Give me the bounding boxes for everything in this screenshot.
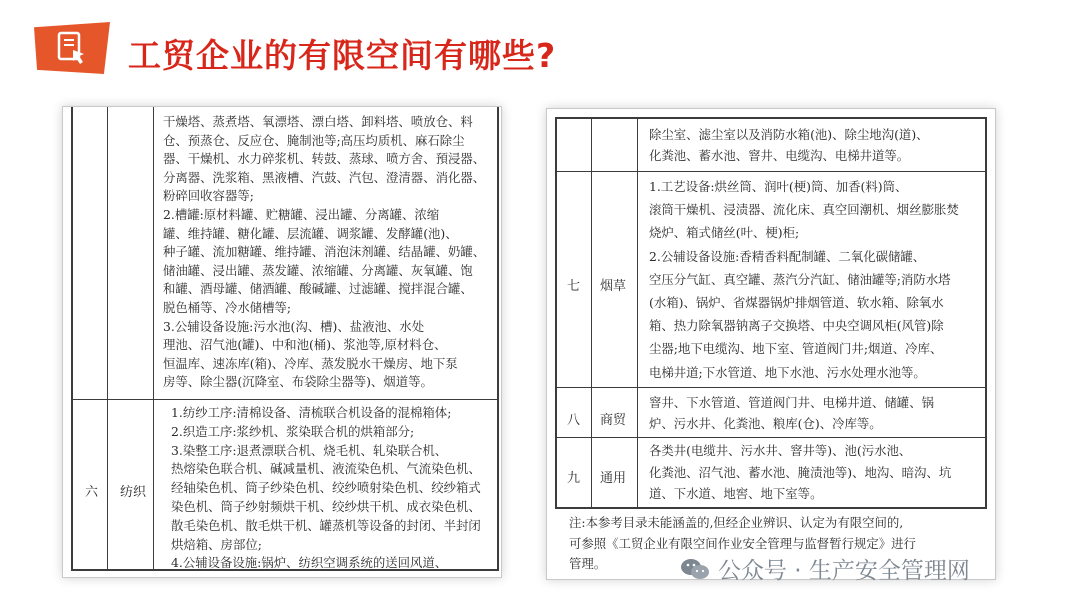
text-line: 滚筒干燥机、浸渍器、流化床、真空回潮机、烟丝膨胀焚 xyxy=(649,202,959,218)
text-line: 道、下水道、地窖、地下室等。 xyxy=(649,486,823,501)
text-line: 管理。 xyxy=(569,556,607,571)
text-line: 粉碎回收容器等; xyxy=(163,188,254,204)
left-scan-page xyxy=(62,106,502,578)
text-line: 窨井、下水管道、管道阀门井、电梯井道、储罐、锅 xyxy=(649,395,934,410)
text-line: 2.槽罐:原材料罐、贮糖罐、浸出罐、分离罐、浓缩 xyxy=(163,207,440,222)
row-industry: 商贸 xyxy=(600,413,627,428)
row-divider xyxy=(557,437,985,438)
text-line: 箱、热力除氧器钠离子交换塔、中央空调风柜(风管)除 xyxy=(649,318,944,334)
right-table xyxy=(555,117,987,509)
text-line: 和罐、酒母罐、储酒罐、酸碱罐、过滤罐、搅拌混合罐、 xyxy=(163,281,473,297)
page-title: 工贸企业的有限空间有哪些? xyxy=(128,36,557,75)
text-line: 理池、沼气池(罐)、中和池(桶)、浆池等,原材料仓、 xyxy=(163,337,447,353)
text-line: 罐、维持罐、糖化罐、层流罐、调浆罐、发酵罐(池)、 xyxy=(163,225,458,241)
document-pointer-icon xyxy=(56,30,88,66)
col-divider xyxy=(107,107,108,569)
text-line: 3.染整工序:退煮漂联合机、烧毛机、轧染联合机、 xyxy=(171,442,448,458)
text-line: 房等、除尘器(沉降室、布袋除尘器等)、烟道等。 xyxy=(163,374,433,390)
title-badge xyxy=(34,22,110,74)
text-line: 电梯井道;下水管道、地下水池、污水处理水池等。 xyxy=(649,364,926,380)
col-divider xyxy=(637,119,638,507)
text-line: 仓、预蒸仓、反应仓、腌制池等;高压均质机、麻石除尘 xyxy=(163,132,465,148)
text-line: 分离器、洗浆箱、黑液槽、汽鼓、汽包、澄清器、消化器、 xyxy=(163,169,486,185)
text-line: 恒温库、速冻库(箱)、冷库、蒸发脱水干燥房、地下泵 xyxy=(163,355,458,371)
col-divider xyxy=(591,119,592,507)
row-industry: 通用 xyxy=(600,471,627,486)
row-divider xyxy=(73,399,497,400)
row-industry: 烟草 xyxy=(600,279,627,294)
row-number: 九 xyxy=(567,471,581,486)
text-line: 3.公辅设备设施:污水池(沟、槽)、盐液池、水处 xyxy=(163,318,425,334)
text-line: 除尘室、滤尘室以及消防水箱(池)、除尘地沟(道)、 xyxy=(649,127,929,142)
text-line: 各类井(电缆井、污水井、窨井等)、池(污水池、 xyxy=(649,443,912,458)
row-industry: 纺织 xyxy=(120,485,147,500)
text-line: 2.织造工序:浆纱机、浆染联合机的烘箱部分; xyxy=(171,423,415,439)
wechat-icon xyxy=(680,557,710,581)
row-number: 八 xyxy=(567,413,581,428)
row-number: 六 xyxy=(85,485,99,500)
text-line: 化粪池、蓄水池、窨井、电缆沟、电梯井道等。 xyxy=(649,148,910,163)
text-line: 注:本参考目录未能涵盖的,但经企业辨识、认定为有限空间的, xyxy=(569,515,904,530)
text-line: 器、干燥机、水力碎浆机、转鼓、蒸球、喷方舍、預浸器、 xyxy=(163,151,486,167)
text-line: 烧炉、箱式储丝(叶、梗)柜; xyxy=(649,225,800,241)
text-line: 热熔染色联合机、碱减量机、液流染色机、气流染色机、 xyxy=(171,461,481,477)
text-line: 4.公辅设备设施:锅炉、纺织空调系统的送回风道、 xyxy=(171,555,448,571)
col-divider xyxy=(153,107,154,569)
row-number: 七 xyxy=(567,279,581,294)
text-line: 可参照《工贸企业有限空间作业安全管理与监督暂行规定》进行 xyxy=(569,535,916,551)
text-line: 染色机、筒子纱射频烘干机、绞纱烘干机、成衣染色机、 xyxy=(171,499,481,514)
text-line: 储油罐、浸出罐、蒸发罐、浓缩罐、分离罐、灰氧罐、饱 xyxy=(163,262,473,278)
text-line: 1.工艺设备:烘丝筒、润叶(梗)筒、加香(料)筒、 xyxy=(649,179,908,194)
right-scan-page xyxy=(546,108,996,580)
text-line: 尘器;地下电缆沟、地下室、管道阀门井;烟道、冷库、 xyxy=(649,341,943,357)
text-line: 化粪池、沼气池、蓄水池、腌渍池等)、地沟、暗沟、坑 xyxy=(649,464,952,480)
watermark xyxy=(680,552,970,585)
text-line: 散毛染色机、散毛烘干机、罐蒸机等设备的封闭、半封闭 xyxy=(171,517,481,533)
text-line: 烘焙箱、房部位; xyxy=(171,536,262,552)
text-line: 炉、污水井、化粪池、粮库(仓)、冷库等。 xyxy=(649,416,882,431)
text-line: 脱色桶等、冷水储槽等; xyxy=(163,300,292,315)
text-line: 空压分气缸、真空罐、蒸汽分汽缸、储油罐等;消防水塔 xyxy=(649,271,951,287)
watermark-text: 公众号 · 生产安全管理网 xyxy=(718,558,970,584)
text-line: 干燥塔、蒸煮塔、氧漂塔、漂白塔、卸料塔、喷放仓、料 xyxy=(163,114,473,129)
row-divider xyxy=(557,171,985,172)
text-line: (水箱)、锅炉、省煤器锅炉排烟管道、软水箱、除氧水 xyxy=(649,295,944,310)
left-table xyxy=(71,107,499,571)
row-divider xyxy=(557,387,985,388)
text-line: 2.公辅设备设施:香精香料配制罐、二氧化碳储罐、 xyxy=(649,248,926,264)
text-line: 种子罐、流加糖罐、维持罐、消泡沫剂罐、结晶罐、奶罐、 xyxy=(163,244,486,260)
text-line: 经轴染色机、筒子纱染色机、绞纱喷射染色机、绞纱箱式 xyxy=(171,480,481,496)
text-line: 1.纺纱工序:清棉设备、清梳联合机设备的混棉箱体; xyxy=(171,405,452,420)
